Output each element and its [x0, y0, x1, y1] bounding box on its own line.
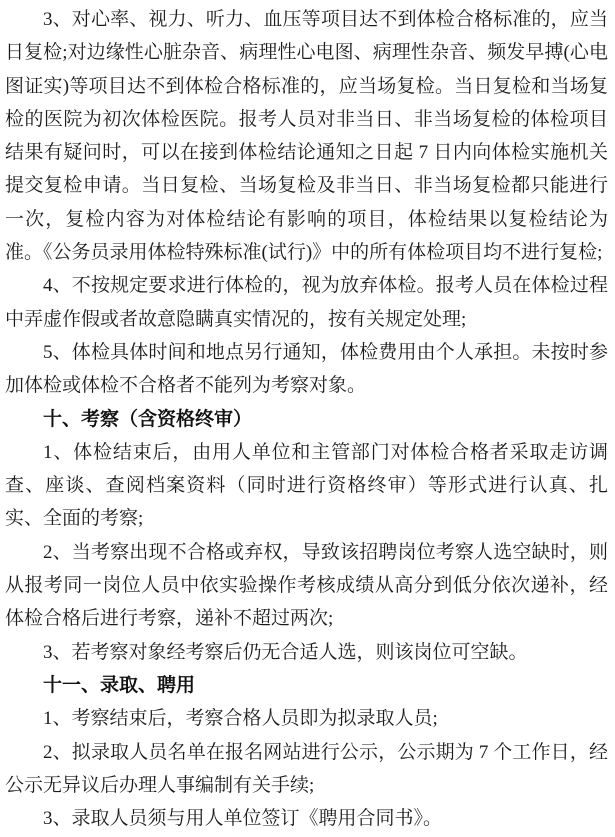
para-employment-contract: 3、录取人员须与用人单位签订《聘用合同书》。	[43, 808, 443, 830]
para-exam-time-and-fee: 5、体检具体时间和地点另行通知，体检费用由个人承担。未按时参加体检或体检不合格者不能列为考察对象。	[5, 341, 608, 397]
para-position-vacancy: 3、若考察对象经考察后仍无合适人选，则该岗位可空缺。	[43, 641, 528, 663]
para-public-notice-period: 2、拟录取人员名单在报名网站进行公示，公示期为 7 个工作日，经公示无异议后办理人事编制有关手续;	[5, 741, 608, 796]
heading-inspection-section: 十、考察（含资格终审）	[43, 408, 253, 430]
para-inspection-process: 1、体检结束后，由用人单位和主管部门对体检合格者采取走访调查、座谈、查阅档案资料（同时进行资格终审）等形式进行认真、扎实、全面的考察;	[5, 441, 608, 530]
para-proposed-admission: 1、考察结束后，考察合格人员即为拟录取人员;	[43, 708, 438, 730]
para-candidate-replacement: 2、当考察出现不合格或弃权，导致该招聘岗位考察人选空缺时，则从报考同一岗位人员中依实验操作考核成绩从高分到低分依次递补，经体检合格后进行考察，递补不超过两次;	[5, 541, 608, 630]
heading-recruitment-section: 十一、录取、聘用	[43, 674, 196, 696]
para-physical-recheck-rules: 3、对心率、视力、听力、血压等项目达不到体检合格标准的，应当日复检;对边缘性心脏杂音、病理性心电图、病理性杂音、频发早搏(心电图证实)等项目达不到体检合格标准的，应当场复检。当日复检和当场复检的医院为初次体检医院。报考人员对非当日、非当场复检的体检项目结果有疑问时，可以在接到体检结论通知之日起 7 日内向体检实施机关提交复检申请。当日复检、当场复检及非当日、非当场复检都只能进行一次，复检内容为对体检结论有影响的项目，体检结果以复检结论为准。《公务员录用体检特殊标准(试行)》中的所有体检项目均不进行复检;	[5, 9, 608, 264]
para-exam-fraud-handling: 4、不按规定要求进行体检的，视为放弃体检。报考人员在体检过程中弄虚作假或者故意隐瞒真实情况的，按有关规定处理;	[5, 275, 608, 330]
